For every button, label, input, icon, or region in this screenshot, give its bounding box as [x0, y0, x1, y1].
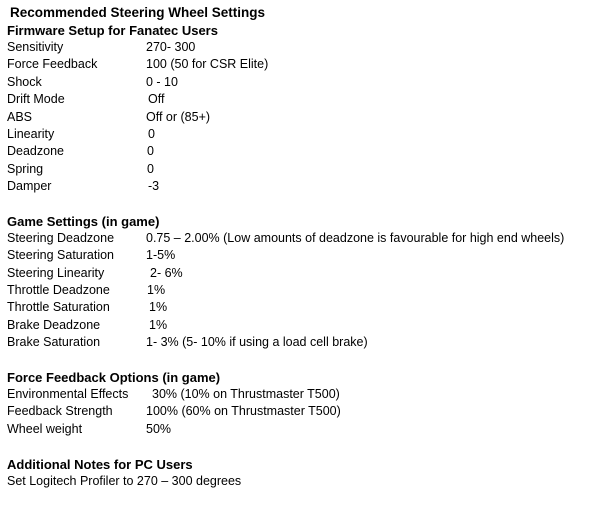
game-row-throttle-deadzone: [7, 282, 595, 299]
setting-value: 100 (50 for CSR Elite): [146, 57, 269, 72]
firmware-row-abs: [7, 109, 595, 126]
setting-value: -3: [148, 179, 160, 194]
ffb-row-feedback-strength: [7, 403, 595, 420]
firmware-row-damper: [7, 178, 595, 195]
setting-value: 1%: [149, 317, 168, 332]
setting-value: 270- 300: [146, 40, 196, 54]
ffb-options-section: [7, 369, 595, 438]
setting-label: Steering Deadzone: [7, 230, 115, 245]
section-spacer: [7, 196, 595, 213]
setting-value: 2- 6%: [150, 265, 183, 280]
pc-notes-heading: Additional Notes for PC Users: [7, 456, 193, 472]
setting-label: Shock: [7, 74, 42, 89]
setting-label: Linearity: [7, 126, 55, 141]
game-row-steering-deadzone: [7, 230, 595, 247]
setting-value: 0: [147, 144, 154, 159]
setting-label: Deadzone: [7, 144, 64, 159]
setting-label: Force Feedback: [7, 57, 98, 72]
setting-value: 1-5%: [146, 248, 176, 263]
game-settings-heading: Game Settings (in game): [7, 213, 160, 229]
pc-notes-section: [7, 456, 595, 490]
setting-label: Spring: [7, 161, 44, 176]
setting-label: Throttle Deadzone: [7, 283, 110, 298]
game-row-throttle-saturation: [7, 299, 595, 316]
settings-document: [7, 4, 595, 490]
setting-value: 30% (10% on Thrustmaster T500): [152, 387, 340, 402]
ffb-options-heading: Force Feedback Options (in game): [7, 370, 221, 386]
firmware-row-linearity: [7, 126, 595, 143]
firmware-row-spring: [7, 161, 595, 178]
game-settings-section: [7, 213, 595, 352]
section-spacer: [7, 352, 595, 369]
firmware-row-sensitivity: [7, 39, 595, 56]
setting-label: Sensitivity: [7, 40, 64, 54]
setting-label: Steering Linearity: [7, 265, 105, 280]
setting-value: 0.75 – 2.00% (Low amounts of deadzone is favourable for high end wheels): [146, 230, 565, 245]
setting-label: Feedback Strength: [7, 404, 113, 419]
firmware-row-deadzone: [7, 143, 595, 160]
setting-value: 50%: [146, 421, 172, 436]
game-row-steering-saturation: [7, 247, 595, 264]
game-row-steering-linearity: [7, 265, 595, 282]
setting-value: Off: [148, 92, 165, 107]
document-title: Recommended Steering Wheel Settings: [10, 5, 266, 20]
firmware-row-drift-mode: [7, 91, 595, 108]
setting-label: Damper: [7, 179, 52, 194]
setting-label: Throttle Saturation: [7, 300, 110, 315]
ffb-row-environmental-effects: [7, 386, 595, 403]
setting-label: ABS: [7, 109, 33, 124]
setting-value: 100% (60% on Thrustmaster T500): [146, 404, 341, 419]
setting-label: Wheel weight: [7, 421, 83, 436]
firmware-row-shock: [7, 74, 595, 91]
setting-label: Environmental Effects: [7, 387, 129, 402]
pc-note-text: Set Logitech Profiler to 270 – 300 degrees: [7, 473, 242, 488]
setting-label: Drift Mode: [7, 92, 65, 107]
firmware-section: [7, 22, 595, 196]
game-row-brake-saturation: [7, 334, 595, 351]
setting-value: 0 - 10: [146, 74, 178, 89]
setting-label: Brake Saturation: [7, 335, 101, 350]
setting-value: 0: [147, 161, 154, 176]
ffb-row-wheel-weight: [7, 421, 595, 438]
game-row-brake-deadzone: [7, 317, 595, 334]
setting-value: 0: [148, 126, 155, 141]
firmware-row-force-feedback: [7, 56, 595, 73]
setting-label: Steering Saturation: [7, 248, 115, 263]
setting-label: Brake Deadzone: [7, 317, 101, 332]
setting-value: 1- 3% (5- 10% if using a load cell brake): [146, 335, 368, 350]
setting-value: 1%: [147, 283, 166, 298]
setting-value: 1%: [149, 300, 168, 315]
setting-value: Off or (85+): [146, 109, 211, 124]
firmware-heading: Firmware Setup for Fanatec Users: [7, 23, 218, 38]
section-spacer: [7, 438, 595, 455]
